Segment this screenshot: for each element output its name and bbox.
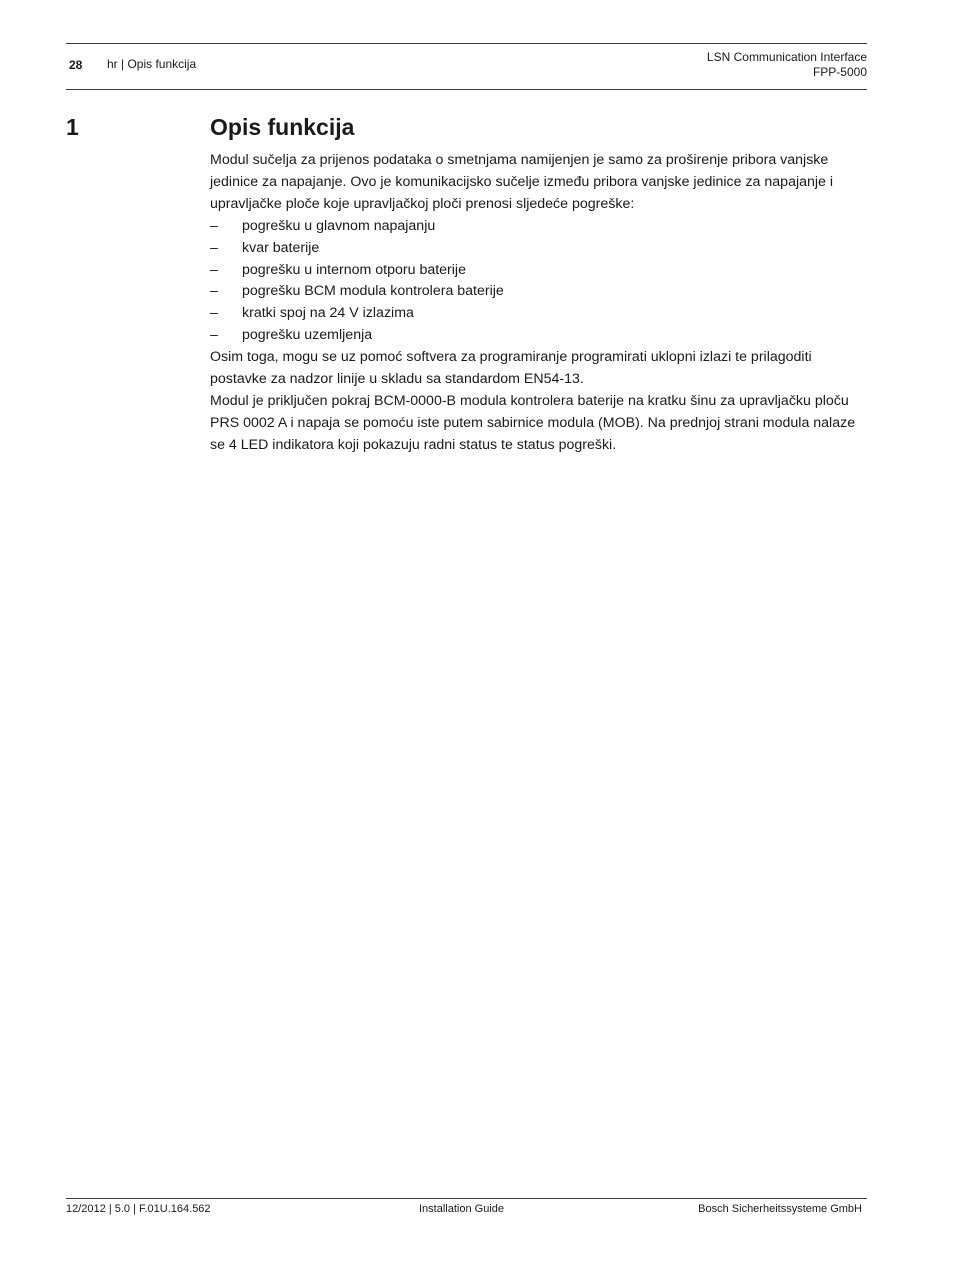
settings-paragraph: Osim toga, mogu se uz pomoć softvera za programiranje programirati uklopni izlazi te prilagoditi postavke za nadzor linije u skladu sa standardom EN54-13. [210, 349, 812, 388]
error-list [210, 216, 860, 347]
dash-bullet: – [210, 327, 218, 344]
page-number: 28 [69, 58, 83, 72]
list-item-text: pogrešku u internom otporu baterije [242, 261, 466, 278]
list-item [210, 216, 860, 238]
dash-bullet: – [210, 305, 218, 322]
installation-paragraph: Modul je priključen pokraj BCM-0000-B modula kontrolera baterije na kratku šinu za upravljačku ploču PRS 0002 A i napaja se pomoću iste putem sabirnice modula (MOB). Na prednjoj strani modula nalaze se 4 LED indikatora koji pokazuju radni status te status pogreški. [210, 392, 856, 453]
list-item-text: kratki spoj na 24 V izlazima [242, 305, 414, 322]
list-item-text: pogrešku u glavnom napajanju [242, 217, 436, 234]
intro-paragraph: Modul sučelja za prijenos podataka o smetnjama namijenjen je samo za proširenje pribora vanjske jedinice za napajanje. Ovo je komunikacijsko sučelje između pribora vanjske jedinice za napajanje i upravljačke ploče koje upravljačkoj ploči prenosi sljedeće pogreške: [210, 152, 834, 212]
list-item [210, 303, 860, 325]
list-item-text: kvar baterije [242, 239, 320, 256]
dash-bullet: – [210, 217, 218, 234]
header-product-name: LSN Communication Interface [706, 50, 867, 64]
body-content [210, 150, 860, 457]
dash-bullet: – [210, 283, 218, 300]
footer-company: Bosch Sicherheitssysteme GmbH [698, 1203, 862, 1215]
footer-document-id: 12/2012 | 5.0 | F.01U.164.562 [66, 1203, 211, 1215]
header-section-label: hr | Opis funkcija [107, 57, 197, 71]
header-product [707, 50, 867, 80]
header-product-code: FPP-5000 [812, 65, 867, 79]
list-item-text: pogrešku BCM modula kontrolera baterije [242, 283, 504, 300]
list-item [210, 325, 860, 347]
list-item [210, 260, 860, 282]
list-item [210, 281, 860, 303]
footer-document-type: Installation Guide [419, 1203, 504, 1215]
header-top-rule [66, 43, 867, 44]
chapter-title: Opis funkcija [210, 114, 355, 140]
list-item [210, 238, 860, 260]
dash-bullet: – [210, 239, 218, 256]
header-bottom-rule [66, 89, 867, 90]
list-item-text: pogrešku uzemljenja [242, 327, 373, 344]
footer-rule [66, 1198, 867, 1199]
dash-bullet: – [210, 261, 218, 278]
chapter-number: 1 [66, 114, 79, 140]
